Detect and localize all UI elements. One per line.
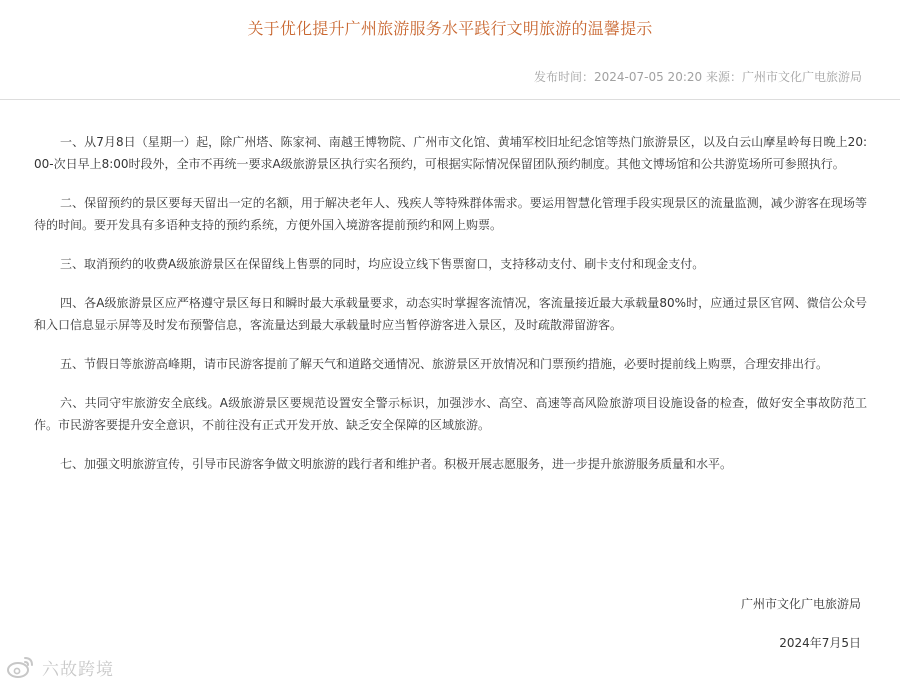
source-label: 来源： xyxy=(705,70,742,84)
paragraph-5: 五、节假日等旅游高峰期，请市民游客提前了解天气和道路交通情况、旅游景区开放情况和门票预约措施，必要时提前线上购票，合理安排出行。 xyxy=(60,357,829,371)
page-title: 关于优化提升广州旅游服务水平践行文明旅游的温馨提示 xyxy=(247,19,653,38)
source-name: 广州市文化广电旅游局 xyxy=(741,70,862,84)
signature-date: 2024年7月5日 xyxy=(779,636,861,650)
publish-meta xyxy=(534,69,862,85)
paragraph-6: 六、共同守牢旅游安全底线。A级旅游景区要规范设置安全警示标识，加强涉水、高空、高速等高风险旅游项目设施设备的检查，做好安全事故防范工作。市民游客要提升安全意识，不前往没有正式开发开放、缺乏安全保障的区域旅游。 xyxy=(34,396,867,432)
header-divider xyxy=(0,99,900,100)
signature-organization: 广州市文化广电旅游局 xyxy=(740,597,861,611)
watermark-text: 六故跨境 xyxy=(42,659,114,680)
publish-label: 发布时间： xyxy=(533,70,594,84)
publish-time: 2024-07-05 20:20 xyxy=(594,70,703,84)
article-body xyxy=(34,131,867,492)
paragraph-4: 四、各A级旅游景区应严格遵守景区每日和瞬时最大承载量要求，动态实时掌握客流情况，客流量接近最大承载量80%时，应通过景区官网、微信公众号和入口信息显示屏等及时发布预警信息，客流量达到最大承载量时应当暂停游客进入景区，及时疏散滞留游客。 xyxy=(34,296,867,332)
paragraph-1: 一、从7月8日（星期一）起，除广州塔、陈家祠、南越王博物院、广州市文化馆、黄埔军校旧址纪念馆等热门旅游景区，以及白云山摩星岭每日晚上20:00-次日早上8:00时段外，全市不再统一要求A级旅游景区执行实名预约，可根据实际情况保留团队预约制度。其他文博场馆和公共游览场所可参照执行。 xyxy=(34,135,867,171)
paragraph-2: 二、保留预约的景区要每天留出一定的名额，用于解决老年人、残疾人等特殊群体需求。要运用智慧化管理手段实现景区的流量监测，减少游客在现场等待的时间。要开发具有多语种支持的预约系统，方便外国入境游客提前预约和网上购票。 xyxy=(34,196,867,232)
weibo-logo-icon xyxy=(6,654,36,680)
watermark xyxy=(6,652,114,682)
paragraph-3: 三、取消预约的收费A级旅游景区在保留线上售票的同时，均应设立线下售票窗口，支持移动支付、刷卡支付和现金支付。 xyxy=(60,257,705,271)
paragraph-7: 七、加强文明旅游宣传，引导市民游客争做文明旅游的践行者和维护者。积极开展志愿服务，进一步提升旅游服务质量和水平。 xyxy=(60,457,733,471)
